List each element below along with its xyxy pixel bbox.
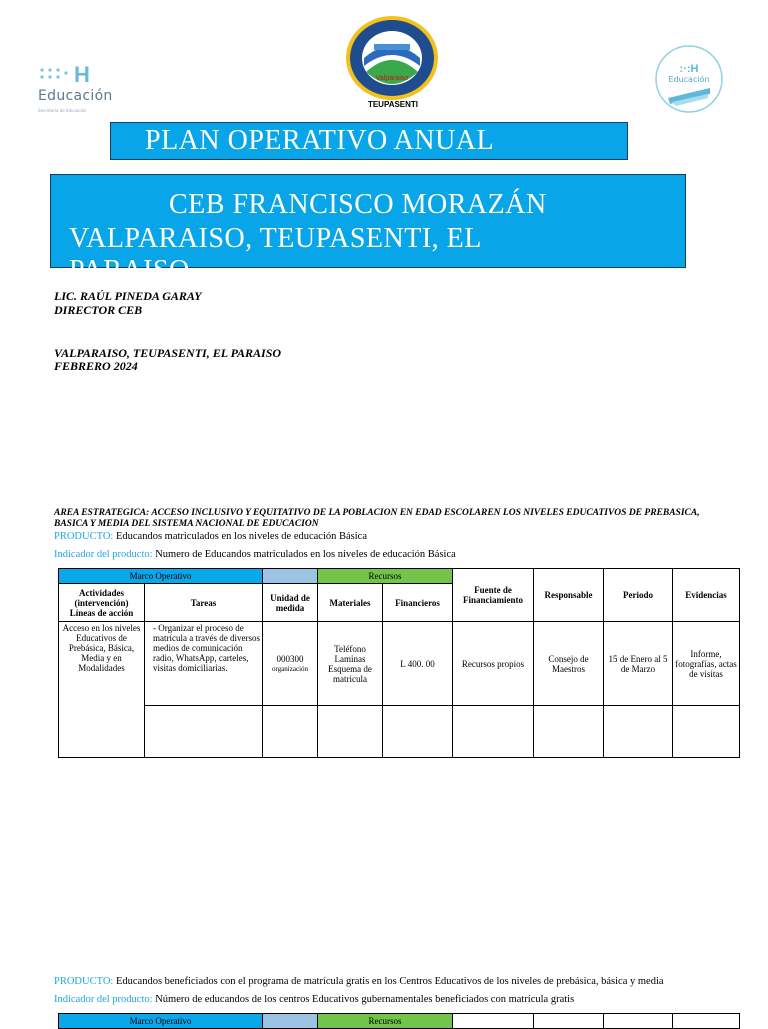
empty-cell — [534, 706, 604, 758]
empty-cell — [383, 706, 453, 758]
unidad-number: 000300 — [276, 653, 304, 664]
school-name: CEB FRANCISCO MORAZÁN — [169, 189, 547, 220]
product-text: Educandos beneficiados con el programa de matrícula gratis en los Centros Educativos de los niveles de prebásica, básica y media — [115, 976, 664, 987]
unidad-sub: organización — [272, 664, 309, 673]
product-label: PRODUCTO: — [54, 976, 114, 987]
svg-text::·:H: :·:H — [679, 63, 699, 75]
empty-cell — [145, 706, 263, 758]
header-materiales: Materiales — [318, 584, 383, 622]
page-title: PLAN OPERATIVO ANUAL — [145, 125, 495, 156]
group-marco-operativo: Marco Operativo — [59, 1014, 263, 1029]
educacion-logo-left — [36, 64, 136, 118]
seal-caption: TEUPASENTI — [367, 100, 419, 109]
school-location-line-2: PARAISO — [69, 255, 190, 286]
header-fuente: Fuente de Financiamiento — [453, 569, 534, 622]
empty-cell — [453, 706, 534, 758]
cell-financieros: L 400. 00 — [383, 622, 453, 706]
group-recursos: Recursos — [318, 1014, 453, 1029]
empty-cell — [318, 706, 383, 758]
product-line-2 — [54, 975, 664, 988]
indicator-line-2 — [54, 993, 574, 1006]
director-name: LIC. RAÚL PINEDA GARAY — [54, 289, 202, 303]
group-unidad-blank — [263, 569, 318, 584]
plan-table-2 — [58, 1013, 740, 1029]
school-location-line: VALPARAISO, TEUPASENTI, EL — [69, 223, 482, 254]
indicator-text: Numero de Educandos matriculados en los niveles de educación Básica — [155, 549, 456, 560]
empty-cell — [263, 706, 318, 758]
header-periodo: Periodo — [604, 569, 673, 622]
school-seal-icon — [344, 14, 440, 114]
header-actividades: Actividades (intervención) Líneas de acción — [59, 584, 145, 622]
header-financieros: Financieros — [383, 584, 453, 622]
cell-fuente: Recursos propios — [453, 622, 534, 706]
empty-cell — [534, 1014, 604, 1029]
group-recursos: Recursos — [318, 569, 453, 584]
group-unidad-blank — [263, 1014, 318, 1029]
cell-materiales: Teléfono Laminas Esquema de matricula — [318, 622, 383, 706]
product-line-1 — [54, 530, 367, 543]
product-label: PRODUCTO: — [54, 531, 114, 542]
svg-text:Educación: Educación — [668, 75, 710, 84]
educacion-circle-logo-icon — [654, 44, 724, 114]
header-tareas: Tareas — [145, 584, 263, 622]
cell-periodo: 15 de Enero al 5 de Marzo — [604, 622, 673, 706]
empty-cell — [673, 1014, 740, 1029]
dots-icon — [38, 66, 72, 86]
area-estrategica: AREA ESTRATEGICA: ACCESO INCLUSIVO Y EQUITATIVO DE LA POBLACION EN EDAD ESCOLAREN LOS NIVELES EDUCATIVOS DE PREBASICA, BASICA Y MEDIA DEL SISTEMA NACIONAL DE EDUCACION — [54, 508, 700, 529]
empty-cell — [604, 706, 673, 758]
honduras-h-icon: H — [74, 62, 90, 87]
plan-table — [58, 568, 740, 758]
indicator-label: Indicador del producto: — [54, 994, 153, 1005]
empty-cell — [604, 1014, 673, 1029]
header-responsable: Responsable — [534, 569, 604, 622]
indicator-text: Número de educandos de los centros Educativos gubernamentales beneficiados con matrícula gratis — [155, 994, 575, 1005]
director-role: DIRECTOR CEB — [54, 303, 143, 317]
date: FEBRERO 2024 — [54, 359, 138, 373]
title-banner — [110, 122, 628, 160]
cell-actividad: Acceso en los niveles Educativos de Prebásica, Básica, Media y en Modalidades — [59, 622, 145, 758]
empty-cell — [453, 1014, 534, 1029]
table-row — [59, 622, 740, 706]
svg-text:Valparaiso: Valparaiso — [375, 75, 409, 82]
header-unidad: Unidad de medida — [263, 584, 318, 622]
logo-tagline: Secretaría de Educación — [38, 108, 87, 113]
cell-tarea: - Organizar el proceso de matrícula a través de diversos medios de comunicación radio, WhatsApp, carteles, visitas domiciliarias. — [145, 622, 263, 706]
table-row — [59, 706, 740, 758]
empty-cell — [673, 706, 740, 758]
cell-responsable: Consejo de Maestros — [534, 622, 604, 706]
group-marco-operativo: Marco Operativo — [59, 569, 263, 584]
header-evidencias: Evidencias — [673, 569, 740, 622]
cell-evidencias: Informe, fotografías, actas de visitas — [673, 622, 740, 706]
school-banner — [50, 174, 686, 286]
cell-unidad — [263, 622, 318, 706]
logo-word: Educación — [38, 88, 113, 104]
place: VALPARAISO, TEUPASENTI, EL PARAISO — [54, 346, 282, 360]
product-text: Educandos matriculados en los niveles de educación Básica — [115, 531, 367, 542]
indicator-line-1 — [54, 548, 456, 561]
indicator-label: Indicador del producto: — [54, 549, 153, 560]
